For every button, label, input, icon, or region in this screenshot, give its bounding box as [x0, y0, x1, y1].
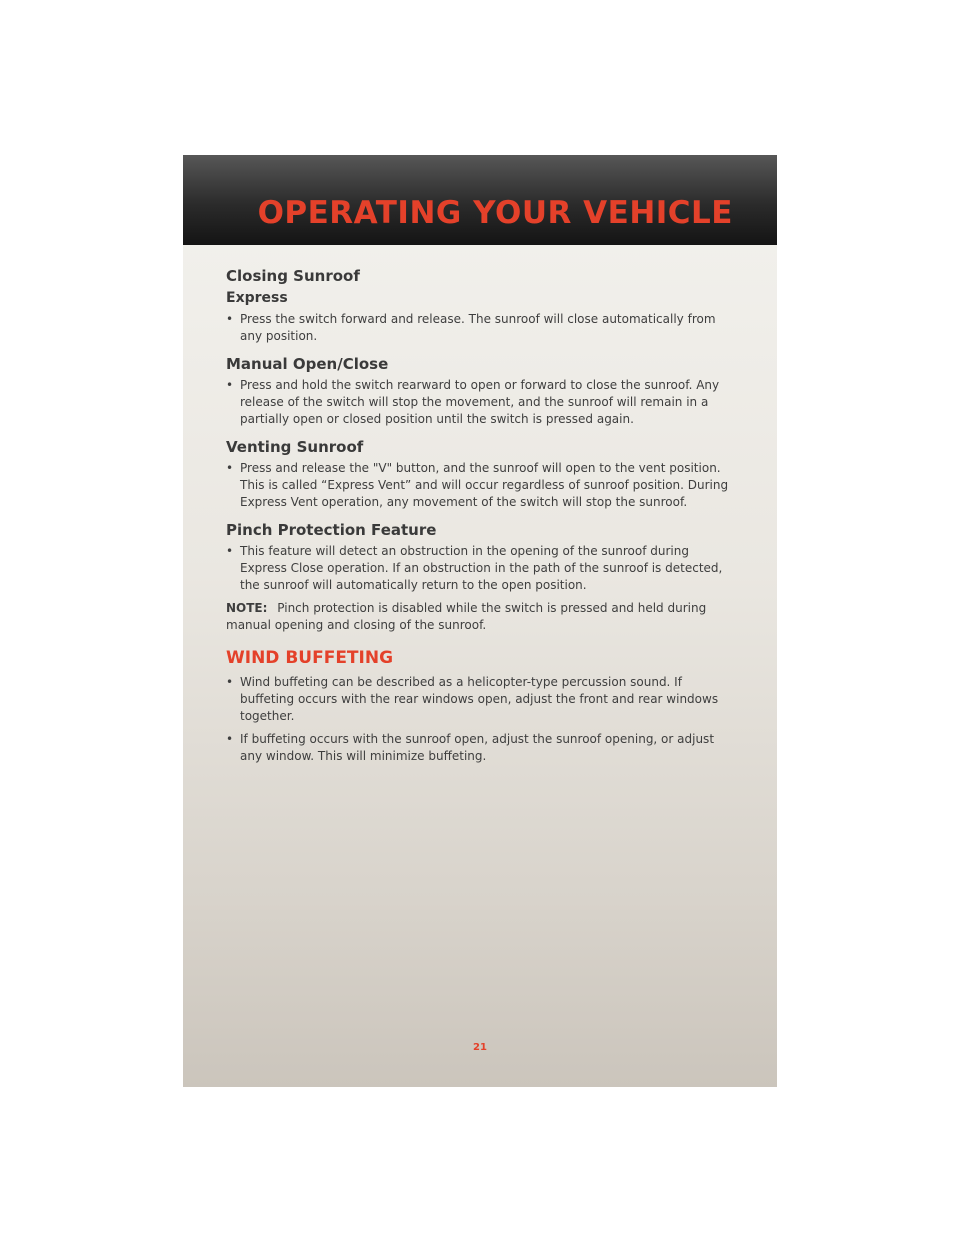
bullet-icon: • [226, 544, 234, 558]
pinch-protection-text: This feature will detect an obstruction in the opening of the sunroof during Express Close operation. If an obstruction in the path of the sunroof is detected, the sunroof will automatically return to the open position. [240, 544, 723, 592]
venting-sunroof-text: Press and release the "V" button, and the sunroof will open to the vent position. This is called “Express Vent” and will occur regardless of sunroof position. During Express Vent operation, any movement of the switch will stop the sunroof. [240, 461, 729, 509]
page-header-banner [183, 155, 777, 245]
manual-open-close-text: Press and hold the switch rearward to open or forward to close the sunroof. Any release of the switch will stop the movement, and the sunroof will remain in a partially open or closed position until the switch is pressed again. [240, 378, 720, 426]
bullet-icon: • [226, 675, 234, 689]
pinch-protection-heading: Pinch Protection Feature [226, 521, 437, 539]
bullet-icon: • [226, 312, 234, 326]
pinch-note [226, 600, 738, 634]
list-item [226, 731, 738, 765]
manual-open-close-heading: Manual Open/Close [226, 355, 389, 373]
wind-buffeting-text-1: Wind buffeting can be described as a helicopter-type percussion sound. If buffeting occurs with the rear windows open, adjust the front and rear windows together. [240, 675, 719, 723]
page-number: 21 [473, 1042, 487, 1053]
express-heading: Express [226, 290, 288, 306]
list-item [226, 311, 738, 345]
wind-buffeting-heading: WIND BUFFETING [226, 648, 394, 668]
page-content [226, 267, 738, 771]
note-text: Pinch protection is disabled while the switch is pressed and held during manual opening and closing of the sunroof. [226, 601, 707, 632]
express-text: Press the switch forward and release. The sunroof will close automatically from any position. [240, 312, 716, 343]
list-item [226, 460, 738, 511]
page-header-title: OPERATING YOUR VEHICLE [257, 195, 733, 231]
list-item [226, 674, 738, 725]
closing-sunroof-heading: Closing Sunroof [226, 267, 360, 285]
manual-page [183, 155, 777, 1087]
note-label: NOTE: [226, 601, 268, 615]
list-item [226, 543, 738, 594]
venting-sunroof-heading: Venting Sunroof [226, 438, 364, 456]
bullet-icon: • [226, 378, 234, 392]
wind-buffeting-text-2: If buffeting occurs with the sunroof open, adjust the sunroof opening, or adjust any window. This will minimize buffeting. [240, 732, 715, 763]
bullet-icon: • [226, 461, 234, 475]
bullet-icon: • [226, 732, 234, 746]
list-item [226, 377, 738, 428]
